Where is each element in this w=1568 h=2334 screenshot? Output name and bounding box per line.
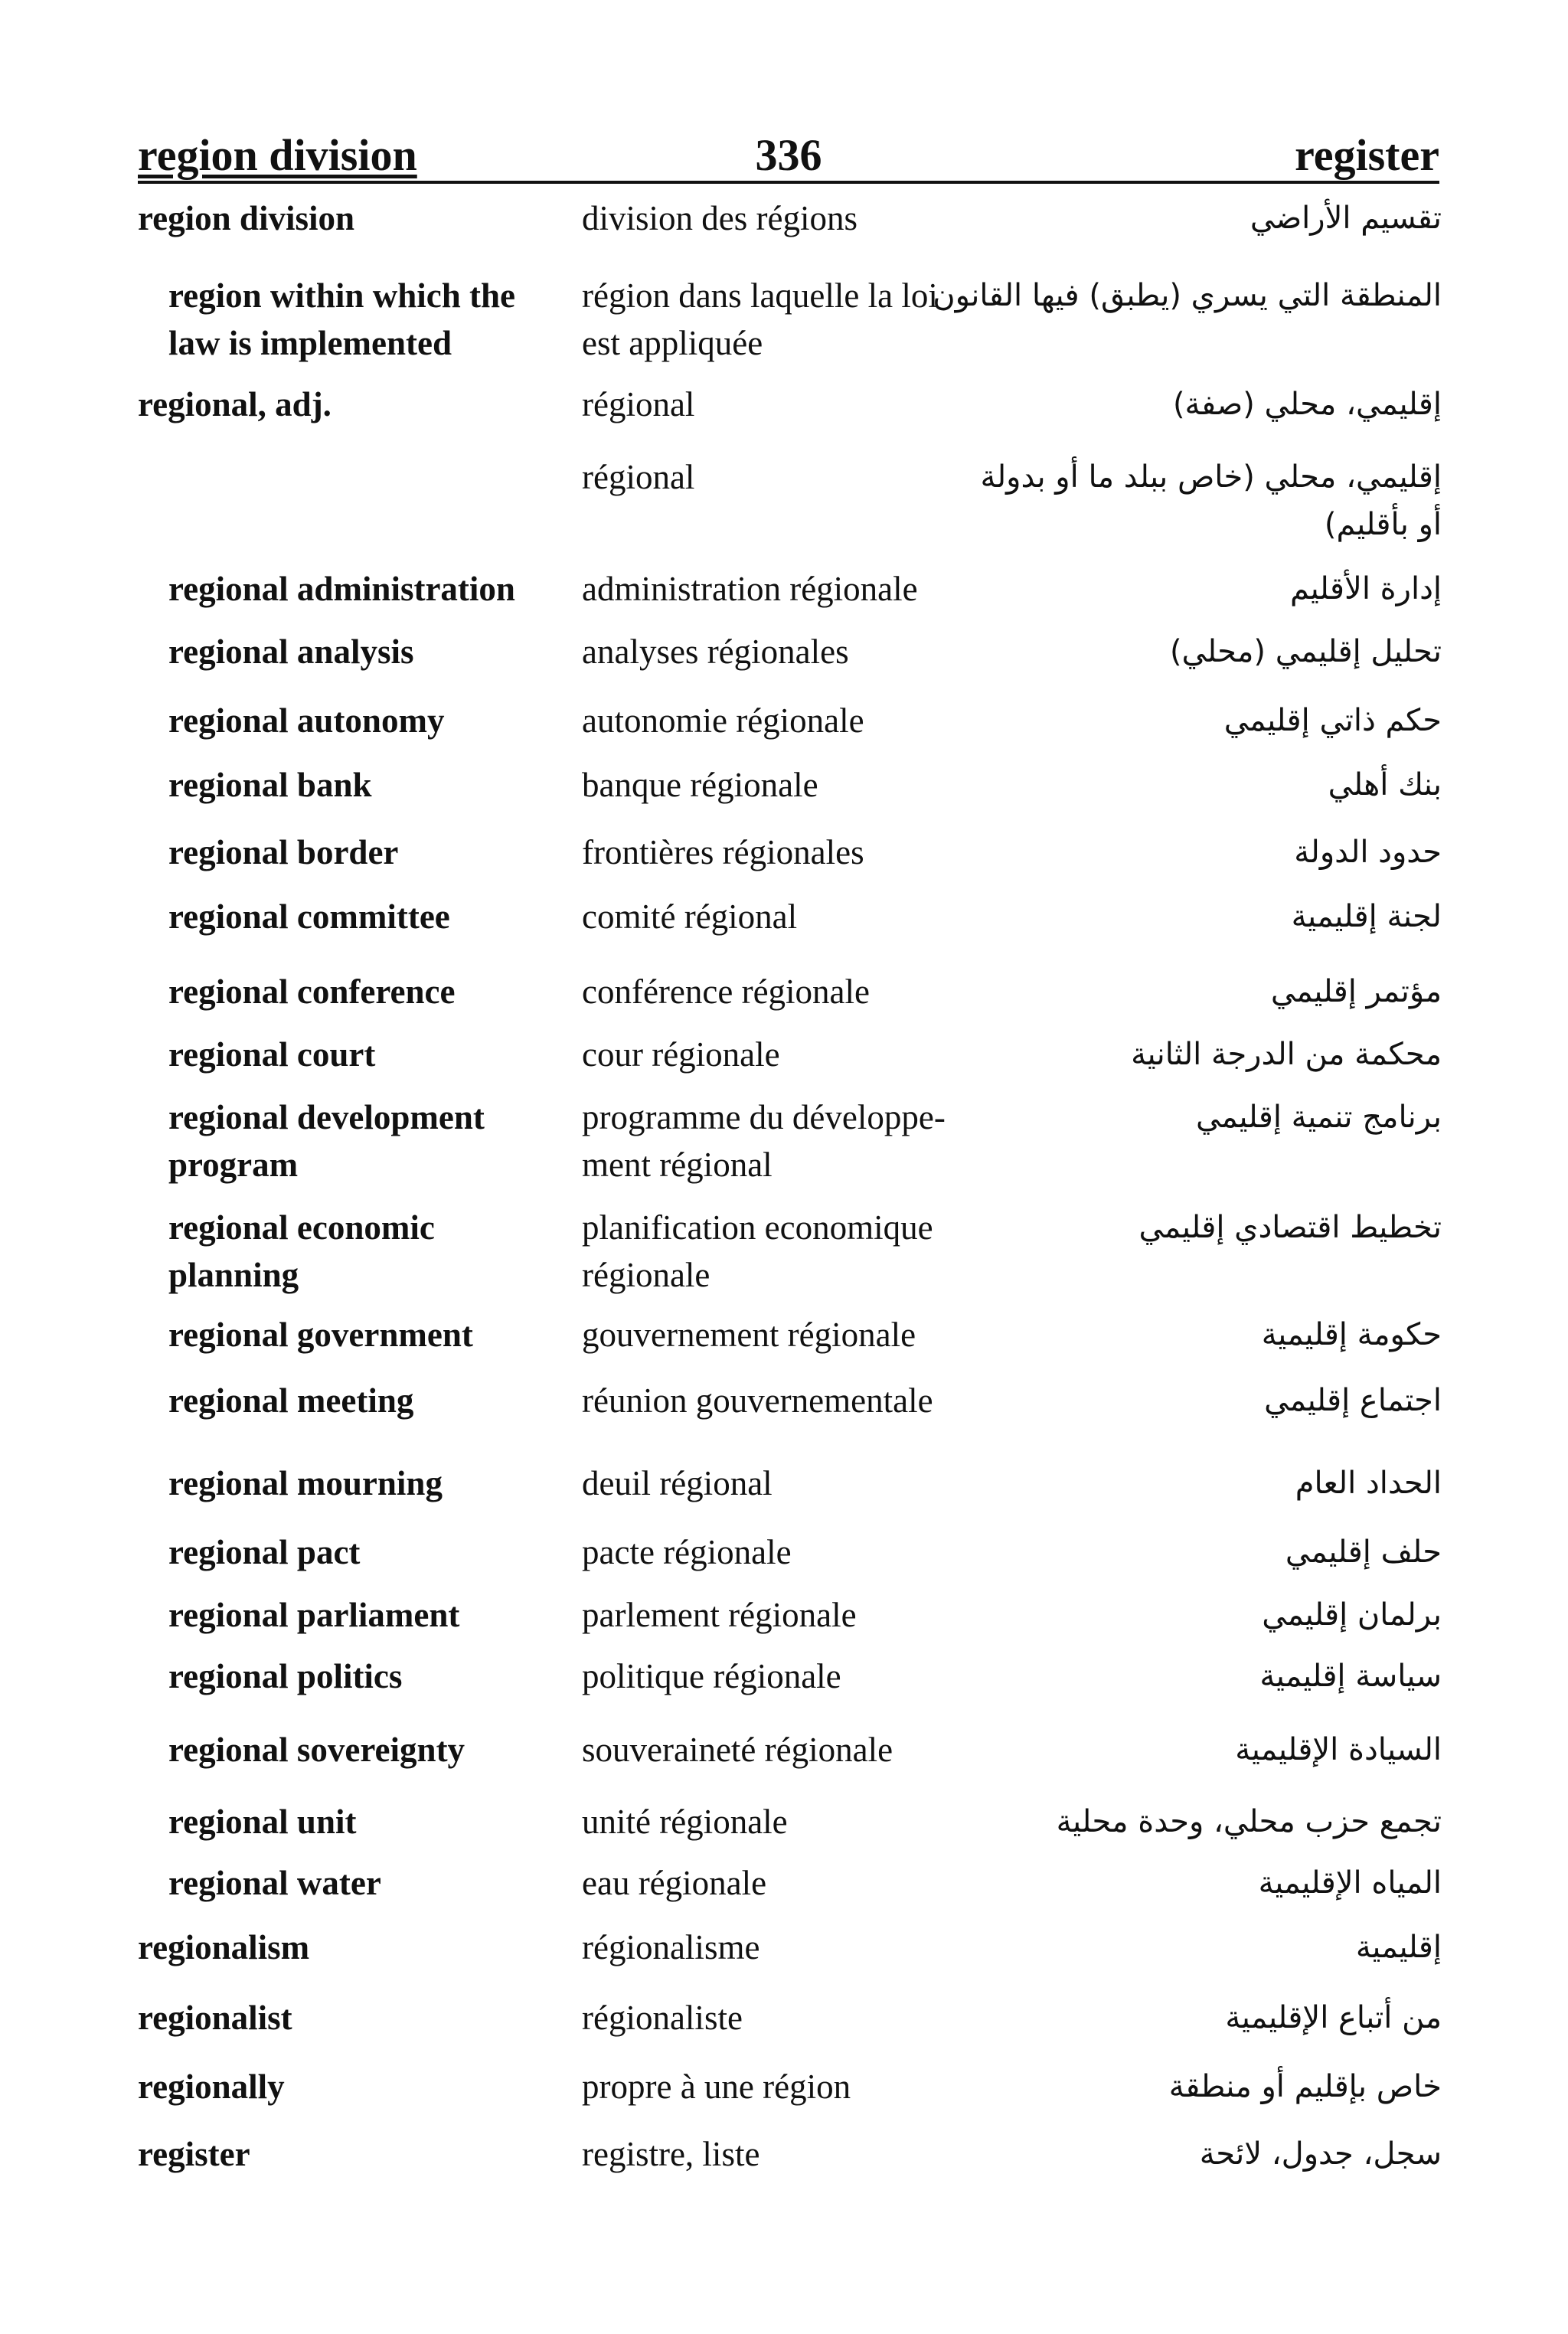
entry-french: frontières régionales — [582, 833, 864, 871]
entry-english: region division — [138, 199, 354, 237]
entry-arabic: حكم ذاتي إقليمي — [1223, 703, 1442, 738]
entry-english-cont: planning — [168, 1256, 299, 1294]
entry-french: banque régionale — [582, 766, 818, 804]
entry-french: deuil régional — [582, 1464, 773, 1502]
entry-english: regional politics — [168, 1657, 403, 1695]
entry-arabic: السيادة الإقليمية — [1235, 1732, 1442, 1767]
entry-english: regional analysis — [168, 633, 414, 671]
entry-french: pacte régionale — [582, 1533, 792, 1571]
entry-french: cour régionale — [582, 1035, 780, 1074]
entry-english: regional mourning — [168, 1464, 443, 1502]
entry-english: regional bank — [168, 766, 372, 804]
entry-arabic: إقليمية — [1355, 1930, 1442, 1965]
entry-english: regional water — [168, 1864, 381, 1902]
entry-arabic: تقسيم الأراضي — [1250, 201, 1442, 236]
entry-english: regionally — [138, 2068, 285, 2106]
entry-arabic: الحداد العام — [1295, 1466, 1442, 1501]
entry-french: programme du développe- — [582, 1098, 946, 1136]
entry-french: planification economique — [582, 1208, 933, 1247]
running-head-left: region division — [138, 130, 417, 180]
entry-english: regional conference — [168, 972, 456, 1011]
entry-french: administration régionale — [582, 570, 918, 608]
entry-french: souveraineté régionale — [582, 1731, 893, 1769]
entry-french: propre à une région — [582, 2068, 851, 2106]
entry-english-cont: program — [168, 1146, 299, 1184]
running-head-right: register — [1295, 130, 1439, 180]
entry-english: regional border — [168, 833, 399, 871]
entry-french: autonomie régionale — [582, 701, 864, 740]
entry-french-cont: est appliquée — [582, 324, 763, 362]
entry-english: regionalist — [138, 1999, 292, 2037]
entry-english: register — [138, 2135, 250, 2173]
entry-french-cont: ment régional — [582, 1146, 773, 1184]
entry-english: regional economic — [168, 1208, 435, 1247]
entry-arabic: تحليل إقليمي (محلي) — [1169, 634, 1442, 669]
entry-english: regional meeting — [168, 1381, 414, 1420]
entry-arabic: إدارة الأقليم — [1289, 571, 1442, 606]
entry-french: analyses régionales — [582, 633, 849, 671]
entry-arabic: لجنة إقليمية — [1291, 899, 1442, 934]
entry-french: conférence régionale — [582, 972, 870, 1011]
entry-french-cont: régionale — [582, 1256, 710, 1294]
entry-arabic: محكمة من الدرجة الثانية — [1131, 1037, 1442, 1072]
entry-arabic: سجل، جدول، لائحة — [1199, 2136, 1442, 2172]
entry-french: eau régionale — [582, 1864, 767, 1902]
entry-english: regionalism — [138, 1928, 310, 1966]
entry-arabic: حلف إقليمي — [1285, 1535, 1442, 1570]
entry-french: régional — [582, 458, 695, 496]
entry-english: regional government — [168, 1316, 473, 1354]
entry-english: regional unit — [168, 1803, 357, 1841]
entry-arabic: مؤتمر إقليمي — [1270, 974, 1442, 1009]
entry-arabic: خاص بإقليم أو منطقة — [1168, 2069, 1442, 2104]
entry-arabic: حدود الدولة — [1294, 835, 1442, 870]
entry-english: regional, adj. — [138, 385, 332, 423]
entry-french: division des régions — [582, 199, 858, 237]
entry-french: comité régional — [582, 897, 798, 936]
entry-english: regional committee — [168, 897, 450, 936]
entry-french: unité régionale — [582, 1803, 788, 1841]
entry-french: gouvernement régionale — [582, 1316, 916, 1354]
entry-english: region within which the — [168, 276, 515, 315]
entry-arabic: المياه الإقليمية — [1258, 1865, 1442, 1901]
entry-french: politique régionale — [582, 1657, 841, 1695]
page-number: 336 — [755, 130, 822, 180]
entry-arabic: تجمع حزب محلي، وحدة محلية — [1056, 1804, 1442, 1839]
entry-arabic: تخطيط اقتصادي إقليمي — [1138, 1210, 1442, 1245]
entry-french: régionaliste — [582, 1999, 743, 2037]
entry-english: regional sovereignty — [168, 1731, 466, 1769]
entry-arabic-cont: أو بأقليم) — [1324, 507, 1442, 542]
entry-arabic: اجتماع إقليمي — [1264, 1383, 1442, 1418]
entry-english-cont: law is implemented — [168, 324, 452, 362]
entry-english: regional administration — [168, 570, 515, 608]
entry-french: registre, liste — [582, 2135, 760, 2173]
entry-arabic: إقليمي، محلي (خاص ببلد ما أو بدولة — [980, 459, 1442, 495]
entry-arabic: برنامج تنمية إقليمي — [1195, 1100, 1442, 1135]
entry-arabic: إقليمي، محلي (صفة) — [1172, 387, 1442, 422]
entry-arabic: من أتباع الإقليمية — [1225, 2000, 1442, 2035]
entry-arabic: سياسة إقليمية — [1259, 1659, 1442, 1694]
entry-arabic: حكومة إقليمية — [1261, 1317, 1442, 1352]
entry-english: regional pact — [168, 1533, 361, 1571]
entry-french: parlement régionale — [582, 1596, 857, 1634]
entry-french: réunion gouvernementale — [582, 1381, 933, 1420]
entry-arabic: برلمان إقليمي — [1262, 1597, 1442, 1633]
entry-arabic: بنك أهلي — [1328, 767, 1442, 803]
entry-arabic: المنطقة التي يسري (يطبق) فيها القانون — [933, 278, 1442, 313]
entry-english: regional autonomy — [168, 701, 445, 740]
entry-french: région dans laquelle la loi — [582, 276, 938, 315]
entry-french: régionalisme — [582, 1928, 760, 1966]
entry-english: regional parliament — [168, 1596, 460, 1634]
entry-french: régional — [582, 385, 695, 423]
entry-english: regional development — [168, 1098, 485, 1136]
entry-english: regional court — [168, 1035, 376, 1074]
